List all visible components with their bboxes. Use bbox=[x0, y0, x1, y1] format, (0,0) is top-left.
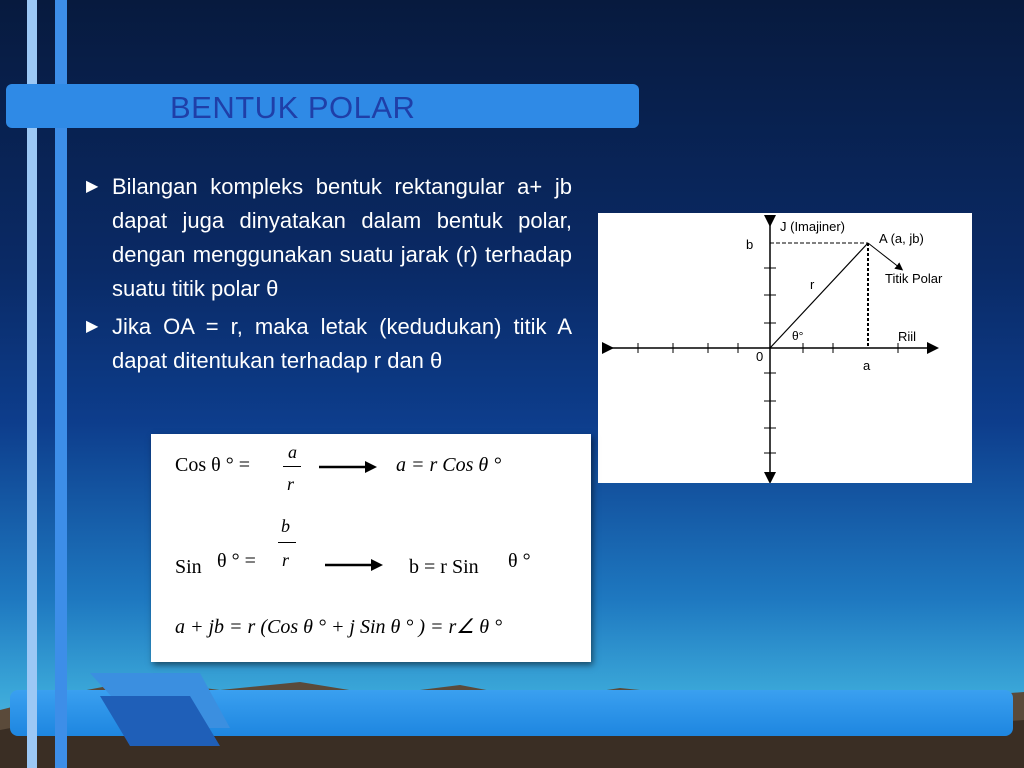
sin-theta: θ ° = bbox=[217, 550, 256, 572]
cos-arrow-icon bbox=[319, 460, 377, 474]
bullet-arrow-icon: ▶ bbox=[86, 178, 99, 195]
y-axis-label: J (Imajiner) bbox=[780, 219, 846, 234]
cos-rhs: a = r Cos θ ° bbox=[396, 454, 502, 476]
formula-box bbox=[151, 434, 591, 662]
cos-lhs: Cos θ ° = bbox=[175, 454, 250, 476]
sin-rhs-theta: θ ° bbox=[508, 550, 531, 572]
bullet-text: Jika OA = r, maka letak (kedudukan) titik A dapat ditentukan terhadap r dan θ bbox=[112, 314, 572, 373]
cos-fraction-line bbox=[283, 466, 301, 467]
angle-label: θ° bbox=[792, 329, 804, 343]
sin-lhs: Sin bbox=[175, 556, 202, 578]
sin-arrow-icon bbox=[325, 558, 383, 572]
r-label: r bbox=[810, 277, 815, 292]
cos-denominator: r bbox=[287, 474, 295, 494]
bullet-list bbox=[86, 170, 572, 382]
x-axis-label: Riil bbox=[898, 329, 917, 344]
point-label: A (a, jb) bbox=[879, 231, 924, 246]
polar-equation: a + jb = r (Cos θ ° + j Sin θ ° ) = r∠ θ ° bbox=[175, 616, 503, 638]
polar-label: Titik Polar bbox=[885, 271, 943, 286]
sin-numerator: b bbox=[281, 516, 290, 536]
a-label: a bbox=[863, 358, 871, 373]
sin-fraction-line bbox=[278, 542, 296, 543]
cos-numerator: a bbox=[288, 442, 297, 462]
sin-rhs: b = r Sin bbox=[409, 556, 479, 578]
b-label: b bbox=[746, 237, 754, 252]
bullet-arrow-icon: ▶ bbox=[86, 318, 99, 335]
sin-denominator: r bbox=[282, 550, 290, 570]
bullet-text: Bilangan kompleks bentuk rektangular a+ jb dapat juga dinyatakan dalam bentuk polar, dengan menggunakan suatu jarak (r) terhadap suatu titik polar θ bbox=[112, 174, 572, 301]
blue-shape-decoration bbox=[80, 668, 240, 750]
origin-label: 0 bbox=[756, 349, 764, 364]
polar-diagram bbox=[598, 213, 972, 483]
slide-title: BENTUK POLAR bbox=[170, 90, 416, 125]
bullet-item bbox=[86, 310, 572, 378]
bullet-item bbox=[86, 170, 572, 306]
